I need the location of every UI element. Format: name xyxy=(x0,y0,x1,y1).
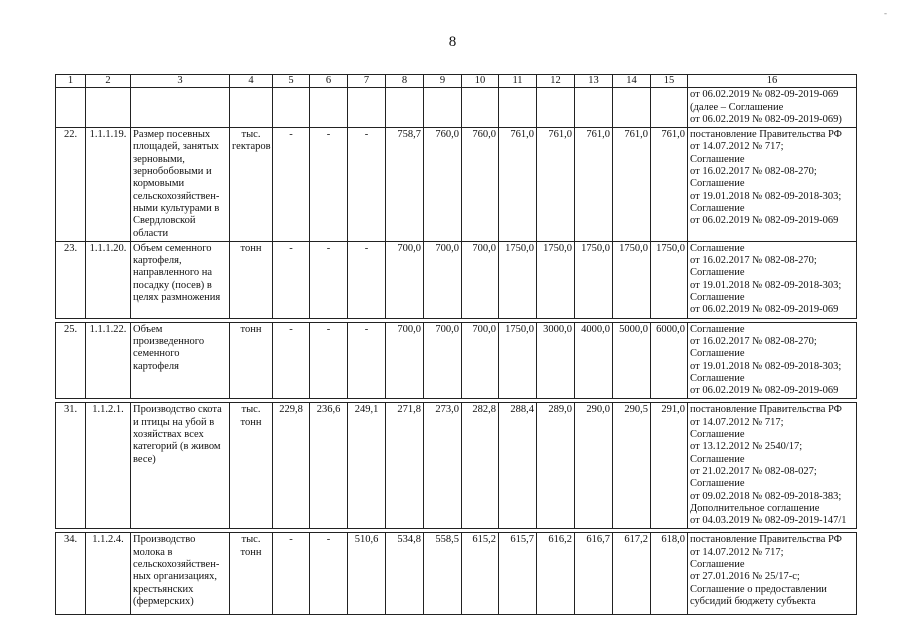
table-cell: тонн xyxy=(230,322,273,399)
table-cell: 23. xyxy=(56,241,86,318)
table-cell: 290,5 xyxy=(613,403,651,529)
table-cell xyxy=(575,88,613,128)
table-cell xyxy=(348,88,386,128)
table-cell: 761,0 xyxy=(537,128,575,242)
table-cell: 1.1.1.19. xyxy=(86,128,131,242)
table-cell: 1750,0 xyxy=(499,241,537,318)
table-cell xyxy=(651,88,688,128)
table-cell: 22. xyxy=(56,128,86,242)
header-cell: 8 xyxy=(386,75,424,88)
table-cell: Производство скота и птицы на убой в хозяйствах всех категорий (в живом весе) xyxy=(131,403,230,529)
table-cell: 273,0 xyxy=(424,403,462,529)
table-cell: 282,8 xyxy=(462,403,499,529)
table-cell: 25. xyxy=(56,322,86,399)
table-cell: тонн xyxy=(230,241,273,318)
table-cell: 510,6 xyxy=(348,533,386,615)
header-cell: 3 xyxy=(131,75,230,88)
table-cell: 34. xyxy=(56,533,86,615)
table-cell: 758,7 xyxy=(386,128,424,242)
table-cell: 249,1 xyxy=(348,403,386,529)
table-cell: Размер посевных площадей, занятых зерновыми, зернобобовыми и кормовыми сельскохозяйствен-ными культурами в Свердловской области xyxy=(131,128,230,242)
table-cell: 1.1.1.22. xyxy=(86,322,131,399)
table-cell: - xyxy=(310,533,348,615)
header-cell: 2 xyxy=(86,75,131,88)
table-cell: тыс. тонн xyxy=(230,403,273,529)
table-row xyxy=(56,403,857,529)
table-cell: 1750,0 xyxy=(499,322,537,399)
table-cell: 229,8 xyxy=(273,403,310,529)
table-cell: 760,0 xyxy=(462,128,499,242)
table-cell: 700,0 xyxy=(386,241,424,318)
table-row xyxy=(56,128,857,242)
table-cell xyxy=(86,88,131,128)
header-cell: 14 xyxy=(613,75,651,88)
table-cell xyxy=(131,88,230,128)
table-cell: 617,2 xyxy=(613,533,651,615)
table-cell xyxy=(499,88,537,128)
header-cell: 7 xyxy=(348,75,386,88)
table-cell: 1750,0 xyxy=(651,241,688,318)
basis-note-cell: Соглашение от 16.02.2017 № 082-08-270; Соглашение от 19.01.2018 № 082-09-2018-303; Соглашение от 06.02.2019 № 082-09-2019-069 xyxy=(688,322,857,399)
corner-mark: - xyxy=(884,8,887,18)
table-cell: 760,0 xyxy=(424,128,462,242)
table-cell: 288,4 xyxy=(499,403,537,529)
table-cell: 1.1.2.1. xyxy=(86,403,131,529)
table-cell: 6000,0 xyxy=(651,322,688,399)
table-cell: 534,8 xyxy=(386,533,424,615)
table-cell: 615,2 xyxy=(462,533,499,615)
basis-note-cell: от 06.02.2019 № 082-09-2019-069 (далее – Соглашение от 06.02.2019 № 082-09-2019-069) xyxy=(688,88,857,128)
table-cell: 761,0 xyxy=(575,128,613,242)
header-cell: 12 xyxy=(537,75,575,88)
table-cell: 700,0 xyxy=(462,322,499,399)
table-cell xyxy=(537,88,575,128)
table-row xyxy=(56,88,857,128)
table-cell: 618,0 xyxy=(651,533,688,615)
table-cell: 1.1.2.4. xyxy=(86,533,131,615)
table-cell: 616,7 xyxy=(575,533,613,615)
table-cell xyxy=(310,88,348,128)
table-cell: Объем произведенного семенного картофеля xyxy=(131,322,230,399)
table-cell: - xyxy=(273,241,310,318)
table-cell: - xyxy=(348,241,386,318)
page-number: 8 xyxy=(448,34,457,50)
header-cell: 5 xyxy=(273,75,310,88)
header-cell: 4 xyxy=(230,75,273,88)
table-cell: 761,0 xyxy=(651,128,688,242)
table-cell: 289,0 xyxy=(537,403,575,529)
header-cell: 15 xyxy=(651,75,688,88)
table-cell: 700,0 xyxy=(424,322,462,399)
table-cell: 700,0 xyxy=(462,241,499,318)
table-cell: 5000,0 xyxy=(613,322,651,399)
header-cell: 1 xyxy=(56,75,86,88)
table-cell: тыс. тонн xyxy=(230,533,273,615)
table-cell: 761,0 xyxy=(613,128,651,242)
table-cell: - xyxy=(310,128,348,242)
header-cell: 6 xyxy=(310,75,348,88)
table-cell: 1750,0 xyxy=(575,241,613,318)
table-cell xyxy=(613,88,651,128)
table-cell: Объем семенного картофеля, направленного на посадку (посев) в целях размножения xyxy=(131,241,230,318)
table-cell: 1750,0 xyxy=(613,241,651,318)
table-cell: 558,5 xyxy=(424,533,462,615)
table-cell: - xyxy=(310,322,348,399)
table-cell: тыс. гектаров xyxy=(230,128,273,242)
table-cell xyxy=(462,88,499,128)
table-cell: - xyxy=(273,128,310,242)
table-row xyxy=(56,241,857,318)
table-cell: 700,0 xyxy=(424,241,462,318)
table-cell: 291,0 xyxy=(651,403,688,529)
table-cell xyxy=(56,88,86,128)
table-cell: - xyxy=(348,322,386,399)
table-cell xyxy=(424,88,462,128)
table-cell: - xyxy=(273,322,310,399)
header-cell: 16 xyxy=(688,75,857,88)
table-cell xyxy=(230,88,273,128)
table-cell: 290,0 xyxy=(575,403,613,529)
header-row xyxy=(56,75,857,88)
header-cell: 13 xyxy=(575,75,613,88)
table-cell: 236,6 xyxy=(310,403,348,529)
header-cell: 9 xyxy=(424,75,462,88)
basis-note-cell: Соглашение от 16.02.2017 № 082-08-270; Соглашение от 19.01.2018 № 082-09-2018-303; Соглашение от 06.02.2019 № 082-09-2019-069 xyxy=(688,241,857,318)
table-cell: 4000,0 xyxy=(575,322,613,399)
table-cell: - xyxy=(310,241,348,318)
table-cell: 3000,0 xyxy=(537,322,575,399)
table-cell: 1750,0 xyxy=(537,241,575,318)
table-cell: 616,2 xyxy=(537,533,575,615)
header-cell: 11 xyxy=(499,75,537,88)
header-cell: 10 xyxy=(462,75,499,88)
basis-note-cell: постановление Правительства РФ от 14.07.2012 № 717; Соглашение от 27.01.2016 № 25/17-с; Соглашение о предоставлении субсидий бюджету субъекта xyxy=(688,533,857,615)
table-cell: 615,7 xyxy=(499,533,537,615)
table-cell xyxy=(386,88,424,128)
table-cell: 700,0 xyxy=(386,322,424,399)
table-cell: 1.1.1.20. xyxy=(86,241,131,318)
table-cell: 271,8 xyxy=(386,403,424,529)
indicators-table xyxy=(55,74,857,615)
table-row xyxy=(56,533,857,615)
table-cell: 761,0 xyxy=(499,128,537,242)
table-cell: 31. xyxy=(56,403,86,529)
table-cell xyxy=(273,88,310,128)
basis-note-cell: постановление Правительства РФ от 14.07.2012 № 717; Соглашение от 16.02.2017 № 082-08-270; Соглашение от 19.01.2018 № 082-09-2018-303; Соглашение от 06.02.2019 № 082-09-2019-069 xyxy=(688,128,857,242)
table-cell: - xyxy=(273,533,310,615)
table-row xyxy=(56,322,857,399)
table-cell: Производство молока в сельскохозяйствен-ных организациях, крестьянских (фермерских) xyxy=(131,533,230,615)
table-cell: - xyxy=(348,128,386,242)
basis-note-cell: постановление Правительства РФ от 14.07.2012 № 717; Соглашение от 13.12.2012 № 2540/17; Соглашение от 21.02.2017 № 082-08-027; Соглашение от 09.02.2018 № 082-09-2018-383; Дополнительное соглашение от 04.03.2019 № 082-09-2019-147/1 xyxy=(688,403,857,529)
